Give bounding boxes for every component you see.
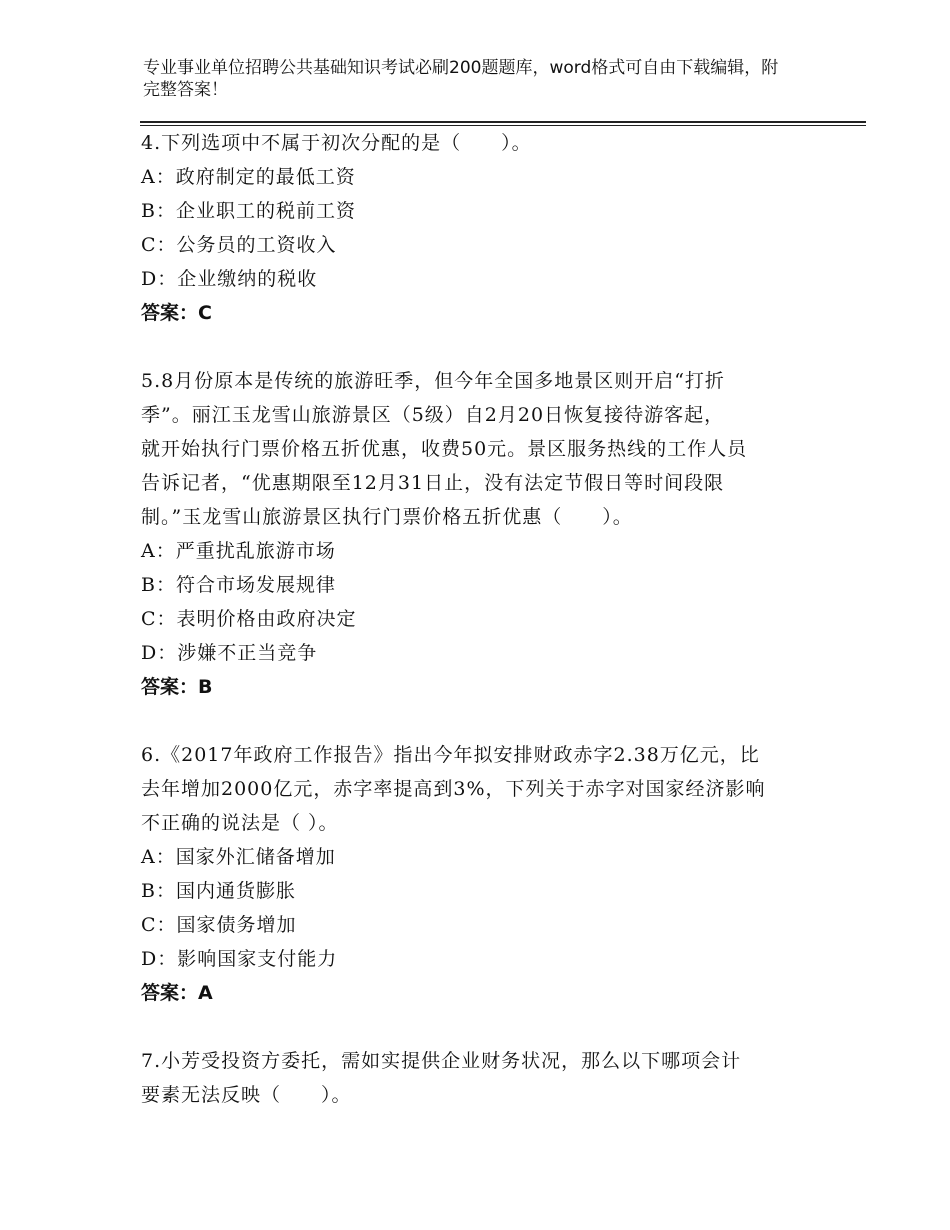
question-5 [141,364,841,704]
question-5-stem-line: 季”。丽江玉龙雪山旅游景区（5级）自2月20日恢复接待游客起， [141,404,725,426]
question-4-answer: 答案：C [141,302,212,324]
question-4-option-b: B：企业职工的税前工资 [141,200,356,222]
question-6-option-b: B：国内通货膨胀 [141,880,296,902]
question-6-stem-line: 不正确的说法是（ ）。 [141,812,339,834]
question-6-answer: 答案：A [141,982,213,1004]
spacer [141,330,841,364]
question-6 [141,738,841,1010]
question-4-stem: 4.下列选项中不属于初次分配的是（ ）。 [141,132,532,154]
document-header: 专业事业单位招聘公共基础知识考试必刷200题题库，word格式可自由下载编辑，附完整答案！ [143,58,779,100]
question-6-option-c: C：国家债务增加 [141,914,297,936]
question-4-option-d: D：企业缴纳的税收 [141,268,318,290]
question-7-stem-line: 要素无法反映（ ）。 [141,1084,352,1106]
question-4-option-a: A：政府制定的最低工资 [141,166,356,188]
question-6-stem-line: 去年增加2000亿元，赤字率提高到3%，下列关于赤字对国家经济影响 [141,778,766,800]
question-6-stem-line: 6.《2017年政府工作报告》指出今年拟安排财政赤字2.38万亿元，比 [141,744,760,766]
question-5-stem-line: 5.8月份原本是传统的旅游旺季，但今年全国多地景区则开启“打折 [141,370,725,392]
question-6-option-d: D：影响国家支付能力 [141,948,338,970]
question-5-answer: 答案：B [141,676,213,698]
question-7 [141,1044,841,1112]
header-divider-thick [140,121,866,123]
question-5-stem-line: 制。”玉龙雪山旅游景区执行门票价格五折优惠（ ）。 [141,506,633,528]
question-6-option-a: A：国家外汇储备增加 [141,846,336,868]
question-5-stem-line: 就开始执行门票价格五折优惠，收费50元。景区服务热线的工作人员 [141,438,748,460]
question-5-option-c: C：表明价格由政府决定 [141,608,357,630]
question-5-option-a: A：严重扰乱旅游市场 [141,540,336,562]
question-7-stem-line: 7.小芳受投资方委托，需如实提供企业财务状况，那么以下哪项会计 [141,1050,742,1072]
question-5-option-d: D：涉嫌不正当竞争 [141,642,318,664]
question-list [141,126,841,1112]
question-4 [141,126,841,330]
question-5-option-b: B：符合市场发展规律 [141,574,336,596]
question-4-option-c: C：公务员的工资收入 [141,234,337,256]
spacer [141,1010,841,1044]
spacer [141,704,841,738]
question-5-stem-line: 告诉记者，“优惠期限至12月31日止，没有法定节假日等时间段限 [141,472,725,494]
